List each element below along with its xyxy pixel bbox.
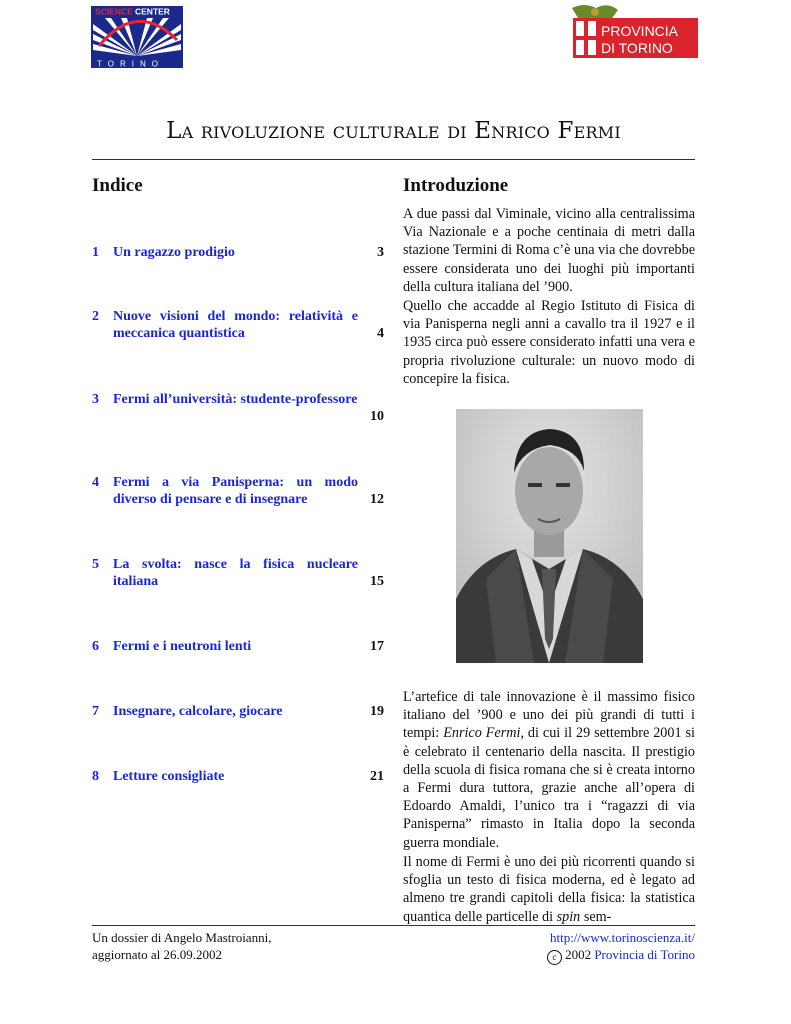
footer-author	[92, 929, 271, 963]
toc-entry-title[interactable]: Letture consigliate	[113, 769, 225, 784]
toc-entry-number: 8	[92, 769, 99, 784]
science-center-logo	[91, 6, 183, 68]
logo-left-text-b: CENTER	[135, 6, 170, 17]
provincia-crest-logo	[568, 4, 698, 64]
toc-entry-title[interactable]: Nuove visioni del mondo: relatività e meccanica quantistica	[113, 309, 358, 341]
toc-entry-6[interactable]	[92, 638, 384, 655]
intro-text-segment: L’artefice di tale innovazione è il massimo fisico italiano del ’900 e uno dei più grandi di tutti i tempi:	[403, 689, 695, 742]
intro-text-segment: , di cui il 29 settembre 2001 si è celebrato il centenario della nascita. Il prestigio della scuola di fisica romana che si è creata intorno a Fermi dura tuttora, grazie anche all’opera di Edoardo Amaldi, l’unico tra i “ragazzi di via Panisperna” rimasto in Italia dopo la seconda guerra mondiale.	[403, 725, 695, 851]
toc-entry-page: 17	[370, 639, 384, 654]
toc-entry-page: 10	[370, 409, 384, 424]
intro-text	[403, 688, 695, 852]
toc-entry-1[interactable]	[92, 244, 384, 261]
toc-entry-title[interactable]: Fermi e i neutroni lenti	[113, 639, 252, 654]
toc-entry-number: 1	[92, 245, 99, 260]
intro-text	[403, 853, 695, 926]
toc-entry-2[interactable]	[92, 308, 384, 342]
toc-entry-page: 21	[370, 769, 384, 784]
document-title: La rivoluzione culturale di Enrico Fermi	[166, 118, 621, 144]
toc-entry-4[interactable]	[92, 474, 384, 508]
toc-entry-title[interactable]: Un ragazzo prodigio	[113, 245, 235, 260]
intro-text: A due passi dal Viminale, vicino alla centralissima Via Nazionale e a poche centinaia di metri dalla stazione Termini di Roma c’è una via che dovrebbe essere considerata uno dei luoghi più importanti della cultura italiana del ’900.	[403, 206, 695, 295]
copyright-year: 2002	[565, 947, 592, 962]
fermi-name: Enrico Fermi	[443, 725, 521, 742]
intro-heading: Introduzione	[403, 175, 509, 196]
toc-entry-page: 12	[370, 492, 384, 507]
copyright-line	[547, 946, 695, 965]
toc-entry-number: 2	[92, 309, 99, 324]
torinoscienza-link[interactable]: http://www.torinoscienza.it/	[549, 930, 695, 945]
copyright-symbol: c	[547, 950, 562, 965]
spin-term: spin	[556, 908, 581, 925]
intro-text-segment: Il nome di Fermi è uno dei più ricorrenti quando si sfoglia un testo di fisica moderna, ed è legato ad almeno tre grandi capitoli della fisica: la statistica quantica delle particelle di	[403, 854, 695, 925]
toc-entry-number: 4	[92, 475, 99, 490]
toc-entry-number: 3	[92, 392, 99, 407]
footer-rule	[92, 925, 695, 926]
enrico-fermi-portrait	[456, 409, 643, 663]
intro-paragraph-3	[403, 688, 695, 852]
intro-text-segment: sem-	[580, 908, 612, 925]
toc-heading: Indice	[92, 175, 143, 196]
toc-entry-page: 4	[377, 326, 384, 341]
toc-entry-page: 19	[370, 704, 384, 719]
logo-right-text-b: DI TORINO	[601, 40, 673, 56]
toc-entry-page: 3	[377, 245, 384, 260]
toc-entry-title[interactable]: Insegnare, calcolare, giocare	[113, 704, 283, 719]
provincia-link[interactable]: Provincia di Torino	[594, 947, 695, 962]
logo-left-text-a: SCIENCE	[95, 6, 133, 17]
intro-paragraph-2	[403, 297, 695, 388]
logo-left-text-c: TORINO	[97, 59, 164, 68]
toc-entry-3[interactable]	[92, 391, 384, 425]
logo-right-text-a: PROVINCIA	[601, 23, 679, 39]
toc-entry-title[interactable]: Fermi all’università: studente-professore	[113, 392, 358, 407]
footer-date-line: aggiornato al 26.09.2002	[92, 947, 222, 962]
toc-entry-number: 6	[92, 639, 99, 654]
footer-author-line: Un dossier di Angelo Mastroianni,	[92, 930, 272, 945]
toc-entry-7[interactable]	[92, 703, 384, 720]
intro-paragraph-4	[403, 853, 695, 926]
toc-entry-number: 7	[92, 704, 99, 719]
toc-entry-number: 5	[92, 557, 99, 572]
title-rule	[92, 159, 695, 160]
toc-entry-title[interactable]: La svolta: nasce la fisica nucleare italiana	[113, 557, 358, 589]
toc-entry-title[interactable]: Fermi a via Panisperna: un modo diverso di pensare e di insegnare	[113, 475, 358, 507]
intro-paragraph-1	[403, 205, 695, 296]
intro-text: Quello che accadde al Regio Istituto di Fisica di via Panisperna negli anni a cavallo tra il 1927 e il 1935 circa può essere considerato infatti una vera e propria rivoluzione culturale: un nuovo modo di concepire la fisica.	[403, 298, 695, 387]
toc-entry-5[interactable]	[92, 556, 384, 590]
footer-links	[547, 929, 695, 965]
toc-entry-8[interactable]	[92, 768, 384, 785]
toc-entry-page: 15	[370, 574, 384, 589]
